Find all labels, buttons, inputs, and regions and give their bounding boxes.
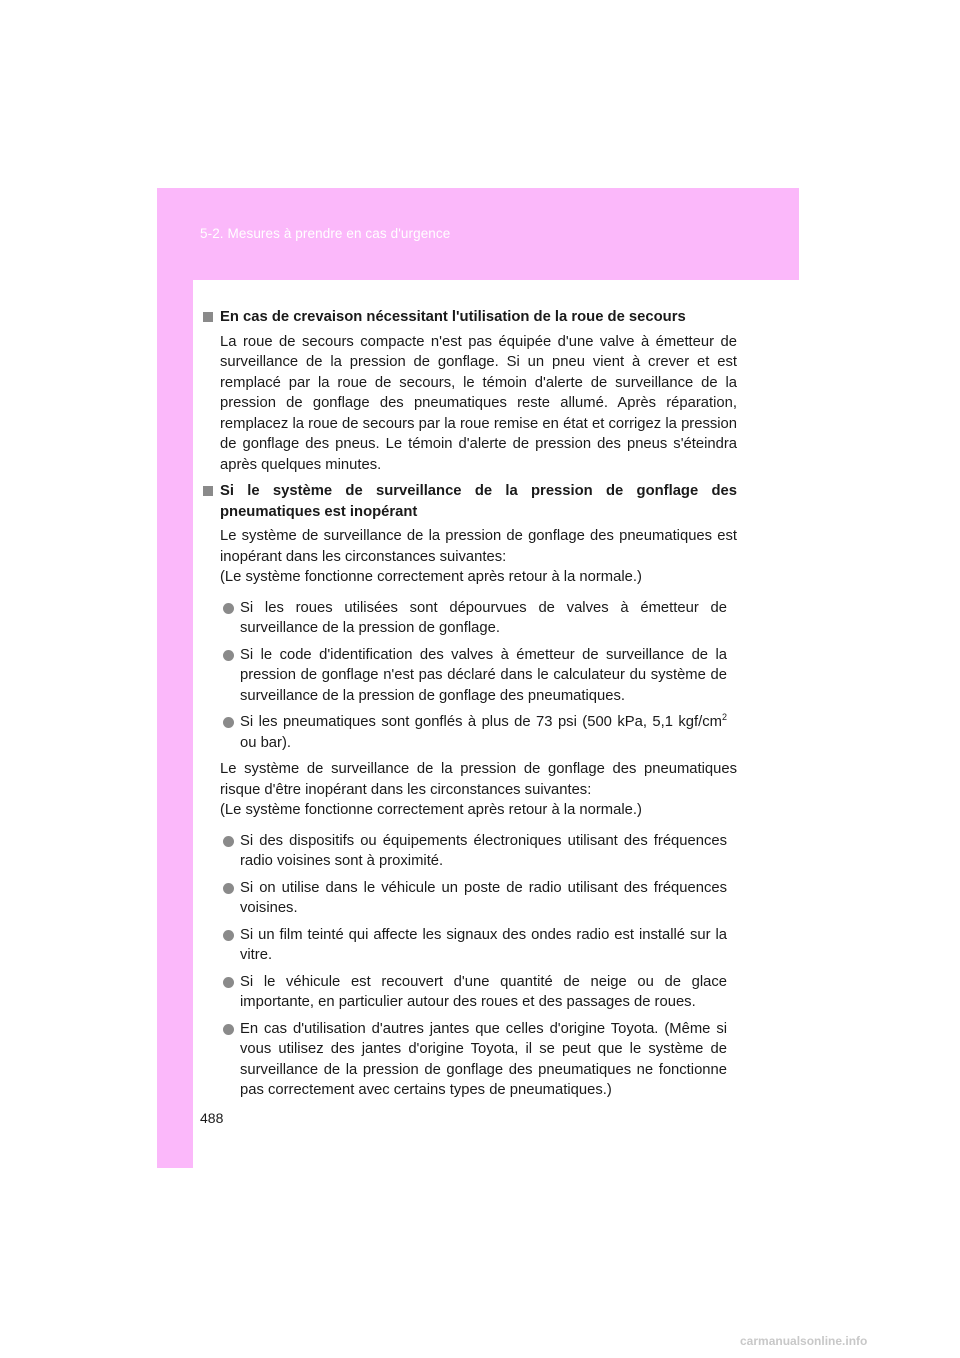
paragraph-inoperative-intro: Le système de surveillance de la pression de gonflage des pneumatiques est inopérant dans les circonstances suivantes: (Le système fonctionne correctement après retour à la normale.)	[220, 528, 737, 585]
round-bullet-icon	[223, 836, 234, 847]
list-item: Si des dispositifs ou équipements électroniques utilisant des fréquences radio voisines sont à proximité.	[240, 831, 727, 872]
section-header: 5-2. Mesures à prendre en cas d'urgence	[200, 226, 451, 241]
list-item: Si les roues utilisées sont dépourvues de valves à émetteur de surveillance de la pression de gonflage.	[240, 598, 727, 639]
round-bullet-icon	[223, 717, 234, 728]
round-bullet-icon	[223, 977, 234, 988]
round-bullet-icon	[223, 883, 234, 894]
section-title-system-inoperative: Si le système de surveillance de la pression de gonflage des pneumatiques est inopérant	[203, 481, 737, 522]
list-item: Si un film teinté qui affecte les signaux des ondes radio est installé sur la vitre.	[240, 925, 727, 966]
list-item: Si le véhicule est recouvert d'une quantité de neige ou de glace importante, en particulier autour des roues et des passages de roues.	[240, 972, 727, 1013]
square-bullet-icon	[203, 312, 213, 322]
page-content	[203, 307, 737, 1107]
round-bullet-icon	[223, 1024, 234, 1035]
paragraph-spare-wheel: La roue de secours compacte n'est pas équipée d'une valve à émetteur de surveillance de la pression de gonflage. Si un pneu vient à crever et est remplacé par la roue de secours, le témoin d'alerte de surveillance de la pression de gonflage des pneumatiques reste allumé. Après réparation, remplacez la roue de secours par la roue remise en état et corrigez la pression de gonflage des pneus. Le témoin d'alerte de pression des pneus s'éteindra après quelques minutes.	[220, 333, 737, 473]
list-item: Si les pneumatiques sont gonflés à plus de 73 psi (500 kPa, 5,1 kgf/$cm^2$ ou bar).	[240, 712, 727, 753]
watermark-logo: carmanualsonline.info	[740, 1334, 868, 1348]
list-item: En cas d'utilisation d'autres jantes que celles d'origine Toyota. (Même si vous utilisez des jantes d'origine Toyota, il se peut que le système de surveillance de la pression de gonflage des pneumatiques ne fonctionne pas correctement avec certains types de pneumatiques.)	[240, 1019, 727, 1101]
square-bullet-icon	[203, 486, 213, 496]
round-bullet-icon	[223, 603, 234, 614]
round-bullet-icon	[223, 650, 234, 661]
side-color-band	[157, 188, 193, 1168]
list-item: Si le code d'identification des valves à émetteur de surveillance de la pression de gonflage n'est pas déclaré dans le calculateur du système de surveillance de la pression de gonflage des pneumatiques.	[240, 645, 727, 707]
page-number: 488	[200, 1110, 224, 1126]
list-item: Si on utilise dans le véhicule un poste de radio utilisant des fréquences voisines.	[240, 878, 727, 919]
paragraph-risk-intro: Le système de surveillance de la pression de gonflage des pneumatiques risque d'être inopérant dans les circonstances suivantes: (Le système fonctionne correctement après retour à la normale.)	[220, 761, 737, 818]
section-title-spare-wheel: En cas de crevaison nécessitant l'utilisation de la roue de secours	[203, 307, 737, 328]
round-bullet-icon	[223, 930, 234, 941]
